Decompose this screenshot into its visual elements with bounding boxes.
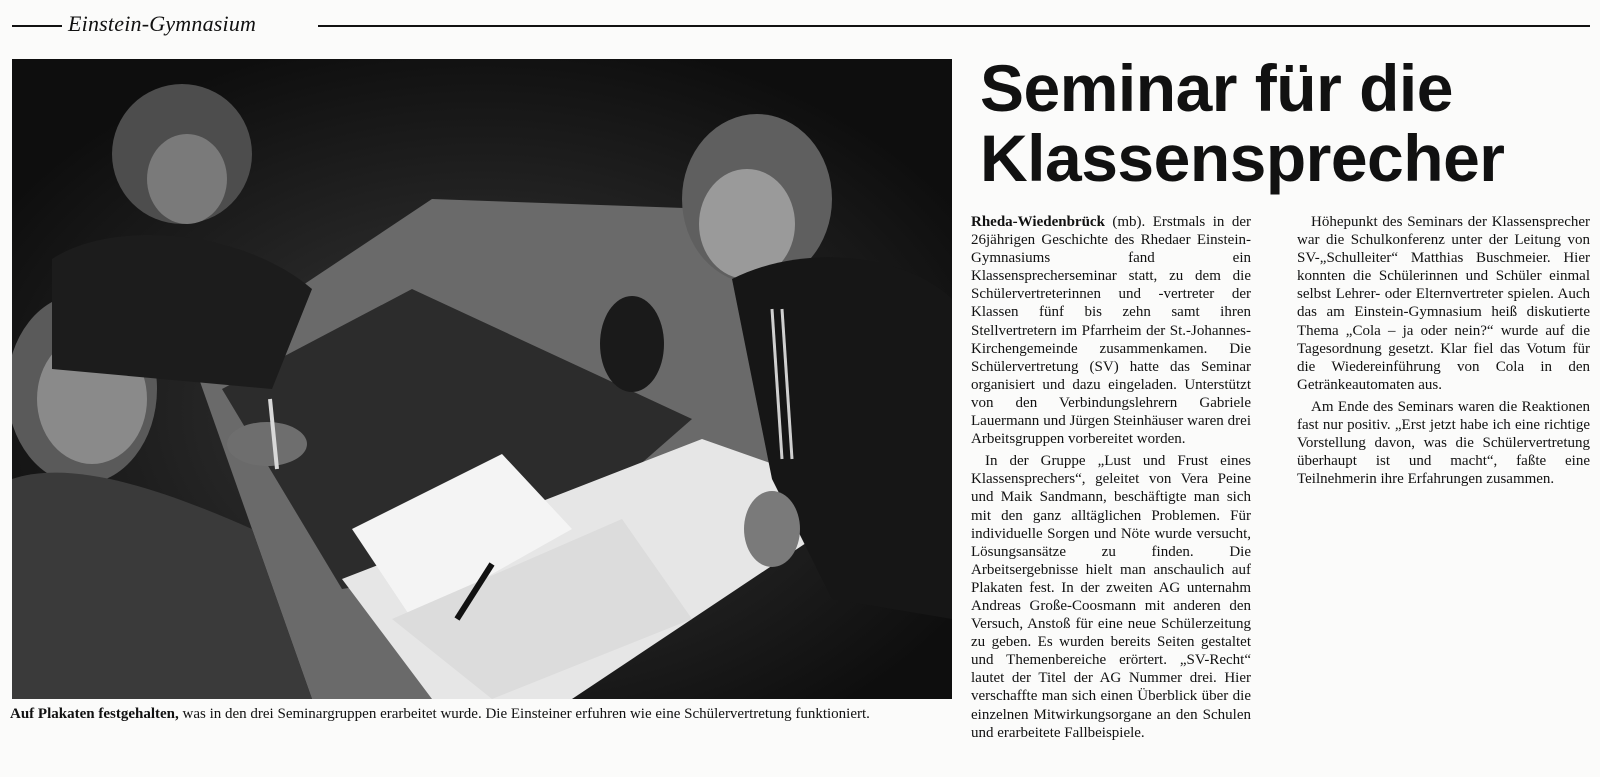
- article-paragraph-1-text: (mb). Erstmals in der 26jährigen Geschichte des Rhedaer Einstein-Gymnasiums fand ein Klassensprecherseminar statt, zu dem die Schülervertreterinnen und -vertreter der Klassen fünf bis zehn samt ihren Stellvertretern im Pfarrheim der St.-Johannes-Kirchengemeinde zusammenkamen. Die Schülervertretung (SV) hatte das Seminar organisiert und dazu eingeladen. Unterstützt von den Verbindungslehrern Gabriele Lauermann und Jürgen Steinhäuser waren drei Arbeitsgruppen vorbereitet worden.: [971, 214, 1251, 448]
- caption-lead: Auf Plakaten festgehalten,: [10, 706, 179, 722]
- section-rule-left: [12, 25, 62, 27]
- section-rule-right: [318, 25, 1590, 27]
- caption-text: was in den drei Seminargruppen erarbeitet wurde. Die Einsteiner erfuhren wie eine Schülervertretung funktioniert.: [178, 706, 870, 722]
- headline-line-1: Seminar für die: [980, 51, 1453, 125]
- article-paragraph-4: Am Ende des Seminars waren die Reaktionen fast nur positiv. „Erst jetzt habe ich eine richtige Vorstellung davon, was die Schülervertretung überhaupt ist und macht“, faßte eine Teilnehmerin ihre Erfahrungen zusammen.: [1297, 398, 1590, 488]
- photo-caption: [10, 705, 955, 723]
- article-photo: [12, 59, 952, 699]
- article-dateline: Rheda-Wiedenbrück: [971, 214, 1105, 230]
- article-paragraph-1: [971, 213, 1251, 448]
- headline-line-2: Klassensprecher: [980, 121, 1505, 195]
- photo-illustration: [12, 59, 952, 699]
- article-column-2: [1297, 213, 1590, 488]
- section-label: Einstein-Gymnasium: [68, 11, 257, 36]
- article-paragraph-2: In der Gruppe „Lust und Frust eines Klassensprechers“, geleitet von Vera Peine und Maik Sandmann, beschäftigte man sich mit den ganz alltäglichen Problemen. Für individuelle Sorgen und Nöte wurde versucht, Lösungsansätze zu finden. Die Arbeitsergebnisse hielt man anschaulich auf Plakaten fest. In der zweiten AG unternahm Andreas Große-Coosmann mit anderen den Versuch, Anstoß für eine neue Schülerzeitung zu geben. Es wurden bereits Seiten gestaltet und Themenbereiche erörtert. „SV-Recht“ lautet der Titel der AG Nummer drei. Hier verschaffte man sich einen Überblick über die einzelnen Mitwirkungsorgane an den Schulen und erarbeitete Fallbeispiele.: [971, 453, 1251, 741]
- article-column-1: [971, 213, 1251, 742]
- article-headline: [980, 53, 1590, 193]
- article-paragraph-3: Höhepunkt des Seminars der Klassensprecher war die Schulkonferenz unter der Leitung von SV-„Schulleiter“ Matthias Buschmeier. Hier konnten die Schülerinnen und Schüler einmal selbst Lehrer- oder Elternvertreter spielen. Auch das am Einstein-Gymnasium heiß diskutierte Thema „Cola – ja oder nein?“ wurde auf die Tagesordnung gesetzt. Klar fiel das Votum für die Wiedereinführung von Cola in den Getränkeautomaten aus.: [1297, 214, 1590, 393]
